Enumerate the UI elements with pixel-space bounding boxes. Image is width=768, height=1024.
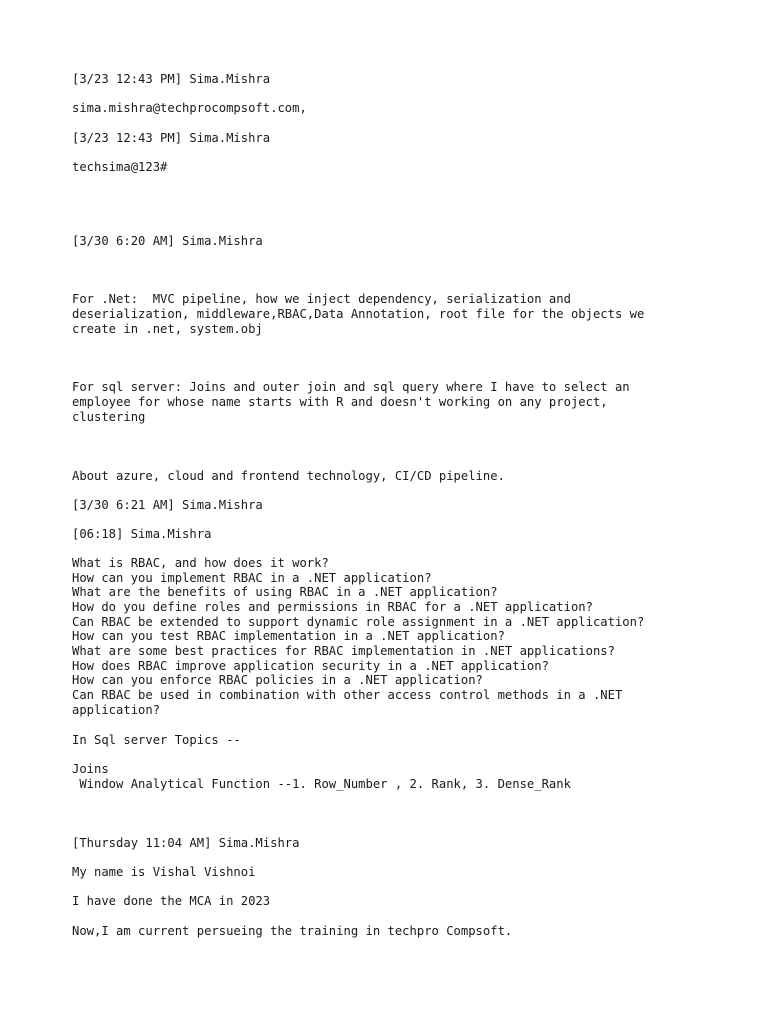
intro-line: My name is Vishal Vishnoi xyxy=(72,865,256,879)
rbac-question: How do you define roles and permissions in RBAC for a .NET application? xyxy=(72,600,593,614)
dotnet-topics-line: deserialization, middleware,RBAC,Data Annotation, root file for the objects we xyxy=(72,307,645,321)
dotnet-topics-line: For .Net: MVC pipeline, how we inject dependency, serialization and xyxy=(72,292,571,306)
azure-topics-line: About azure, cloud and frontend technology, CI/CD pipeline. xyxy=(72,469,505,483)
chat-header: [3/30 6:21 AM] Sima.Mishra xyxy=(72,498,263,512)
sql-topics-line: employee for whose name starts with R and doesn't working on any project, xyxy=(72,395,608,409)
rbac-question: Can RBAC be used in combination with other access control methods in a .NET xyxy=(72,688,623,702)
rbac-question: How can you implement RBAC in a .NET application? xyxy=(72,571,432,585)
rbac-question: How can you enforce RBAC policies in a .NET application? xyxy=(72,673,483,687)
chat-header: [06:18] Sima.Mishra xyxy=(72,527,212,541)
rbac-question: Can RBAC be extended to support dynamic role assignment in a .NET application? xyxy=(72,615,645,629)
rbac-question: What are some best practices for RBAC implementation in .NET applications? xyxy=(72,644,615,658)
chat-header: [3/23 12:43 PM] Sima.Mishra xyxy=(72,72,271,86)
intro-line: Now,I am current persueing the training in techpro Compsoft. xyxy=(72,924,513,938)
sql-topic-item: Joins xyxy=(72,762,109,776)
sql-topic-item: Window Analytical Function --1. Row_Number , 2. Rank, 3. Dense_Rank xyxy=(72,777,571,791)
intro-line: I have done the MCA in 2023 xyxy=(72,894,271,908)
chat-header: [3/23 12:43 PM] Sima.Mishra xyxy=(72,131,271,145)
password-text: techsima@123# xyxy=(72,160,168,174)
sql-topics-line: clustering xyxy=(72,410,146,424)
rbac-question: What are the benefits of using RBAC in a .NET application? xyxy=(72,585,498,599)
sql-topics-line: For sql server: Joins and outer join and sql query where I have to select an xyxy=(72,380,630,394)
dotnet-topics-line: create in .net, system.obj xyxy=(72,322,263,336)
rbac-question: How can you test RBAC implementation in a .NET application? xyxy=(72,629,505,643)
rbac-question: How does RBAC improve application security in a .NET application? xyxy=(72,659,549,673)
rbac-question: What is RBAC, and how does it work? xyxy=(72,556,329,570)
email-text: sima.mishra@techprocompsoft.com, xyxy=(72,101,307,115)
rbac-question: application? xyxy=(72,703,161,717)
sql-topics-heading: In Sql server Topics -- xyxy=(72,733,241,747)
chat-header: [3/30 6:20 AM] Sima.Mishra xyxy=(72,234,263,248)
chat-header: [Thursday 11:04 AM] Sima.Mishra xyxy=(72,836,300,850)
